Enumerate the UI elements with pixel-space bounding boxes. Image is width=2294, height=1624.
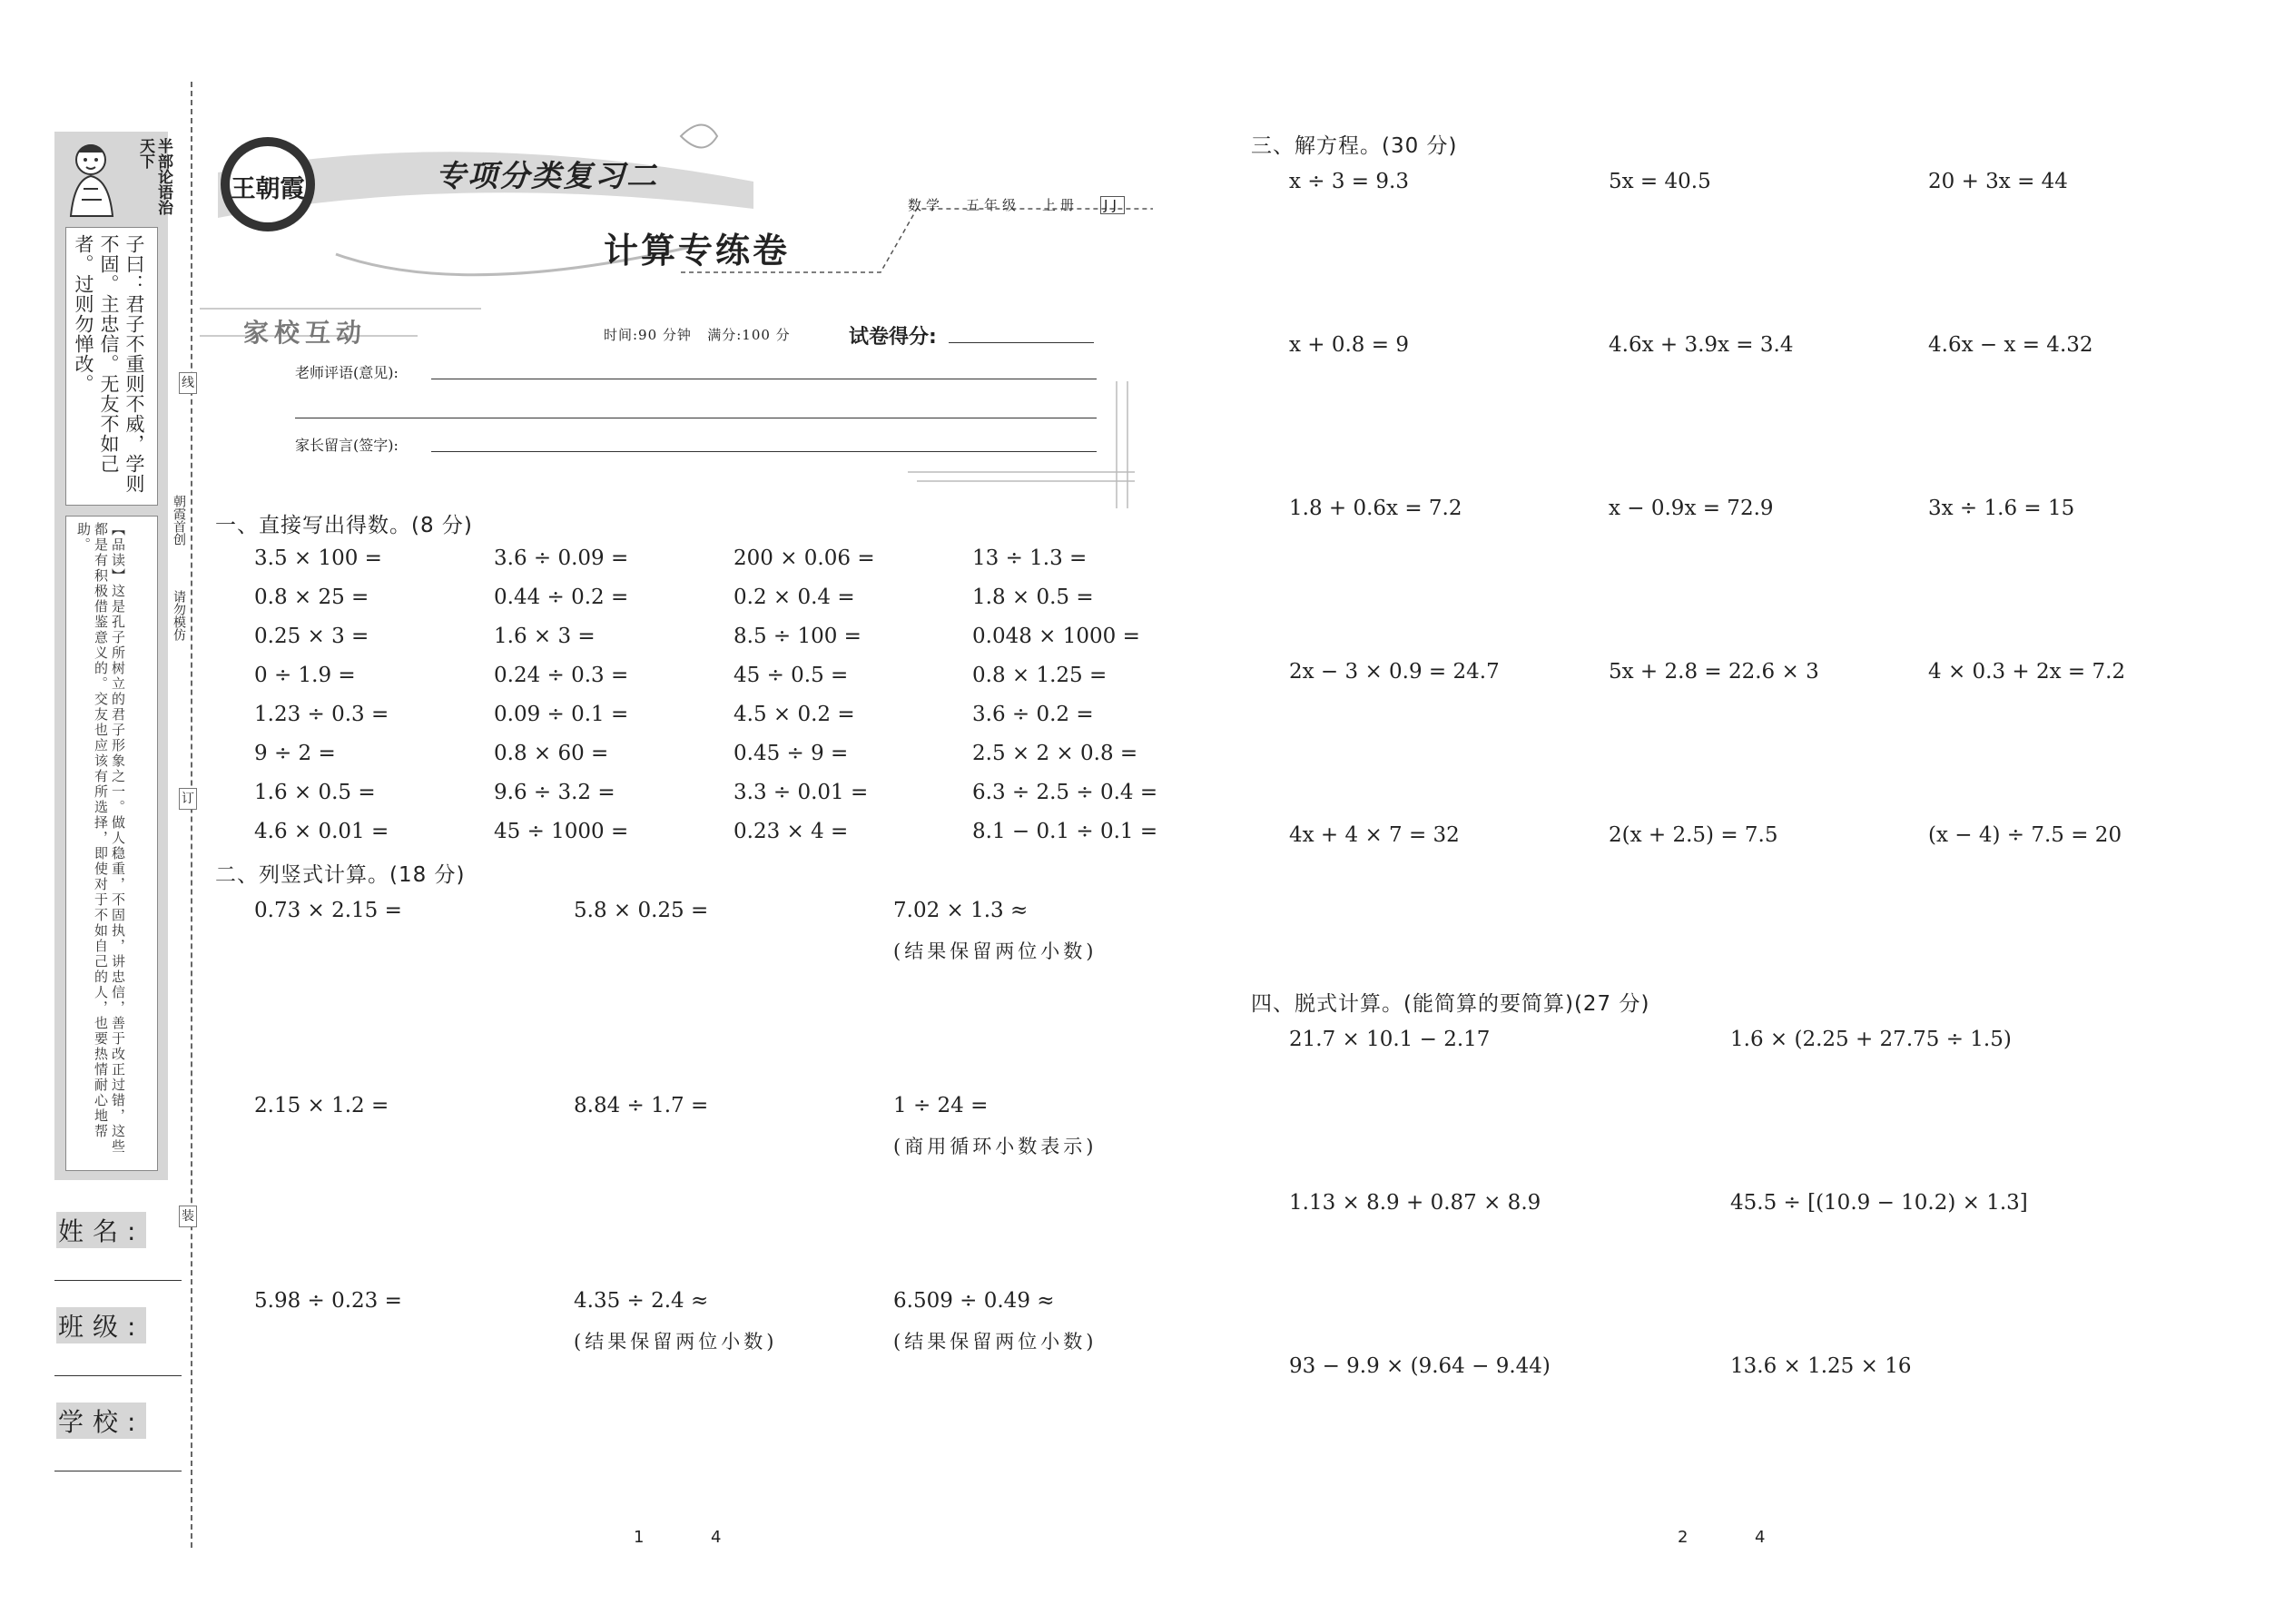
equation-problem: 4 × 0.3 + 2x = 7.2 bbox=[1928, 660, 2126, 684]
equation-problem: x ÷ 3 = 9.3 bbox=[1289, 170, 1409, 193]
vertical-calc-problem: 5.98 ÷ 0.23 = bbox=[254, 1289, 402, 1313]
oral-problem: 3.6 ÷ 0.2 = bbox=[972, 703, 1094, 726]
column-note-2: 请勿模仿 bbox=[172, 590, 186, 641]
section-4-title: 四、脱式计算。(能简算的要简算)(27 分) bbox=[1251, 992, 1650, 1016]
oral-problem: 4.6 × 0.01 = bbox=[254, 820, 389, 843]
oral-problem: 0.44 ÷ 0.2 = bbox=[494, 586, 629, 609]
step-calc-problem: 21.7 × 10.1 − 2.17 bbox=[1289, 1028, 1491, 1051]
left-page-total: 4 bbox=[711, 1528, 722, 1547]
oral-problem: 1.6 × 0.5 = bbox=[254, 781, 376, 804]
oral-problem: 8.5 ÷ 100 = bbox=[733, 625, 861, 648]
oral-problem: 0.048 × 1000 = bbox=[972, 625, 1140, 648]
oral-problem: 0.23 × 4 = bbox=[733, 820, 849, 843]
paper-title: 计算专练卷 bbox=[604, 230, 791, 271]
oral-problem: 0.45 ÷ 9 = bbox=[733, 742, 849, 765]
score-field[interactable] bbox=[949, 342, 1094, 343]
column-note-1: 朝霞首创 bbox=[172, 495, 186, 546]
vertical-calc-problem: 2.15 × 1.2 = bbox=[254, 1094, 389, 1117]
equation-problem: 1.8 + 0.6x = 7.2 bbox=[1289, 497, 1462, 520]
motto: 半部论语治天下 bbox=[136, 138, 172, 215]
parent-comment-field[interactable] bbox=[431, 451, 1097, 452]
special-review-title: 专项分类复习二 bbox=[436, 158, 658, 193]
vertical-calc-problem: 0.73 × 2.15 = bbox=[254, 899, 402, 922]
oral-problem: 0.2 × 0.4 = bbox=[733, 586, 855, 609]
oral-problem: 6.3 ÷ 2.5 ÷ 0.4 = bbox=[972, 781, 1158, 804]
exam-meta bbox=[604, 325, 791, 344]
vertical-calc-problem: 7.02 × 1.3 ≈ bbox=[893, 899, 1029, 922]
oral-problem: 8.1 − 0.1 ÷ 0.1 = bbox=[972, 820, 1158, 843]
equation-problem: 4.6x + 3.9x = 3.4 bbox=[1609, 333, 1794, 357]
oral-problem: 0.8 × 60 = bbox=[494, 742, 609, 765]
oral-problem: 0.25 × 3 = bbox=[254, 625, 369, 648]
volume-label: 上册 bbox=[1042, 197, 1079, 213]
equation-problem: 3x ÷ 1.6 = 15 bbox=[1928, 497, 2075, 520]
oral-problem: 2.5 × 2 × 0.8 = bbox=[972, 742, 1138, 765]
equation-problem: 2(x + 2.5) = 7.5 bbox=[1609, 823, 1778, 847]
equation-problem: 2x − 3 × 0.9 = 24.7 bbox=[1289, 660, 1500, 684]
parent-comment-label: 家长留言(签字): bbox=[295, 437, 399, 454]
grade-label: 五年级 bbox=[966, 197, 1021, 213]
time-limit: 时间:90 分钟 bbox=[604, 327, 692, 343]
series-info bbox=[908, 195, 1147, 214]
vertical-calc-problem: 1 ÷ 24 = bbox=[893, 1094, 989, 1117]
equation-problem: 20 + 3x = 44 bbox=[1928, 170, 2068, 193]
cut-mark-install: 装 bbox=[179, 1206, 197, 1227]
name-field[interactable] bbox=[54, 1280, 182, 1281]
sage-figure-icon bbox=[56, 134, 129, 221]
step-calc-problem: 1.13 × 8.9 + 0.87 × 8.9 bbox=[1289, 1191, 1541, 1215]
equation-problem: x − 0.9x = 72.9 bbox=[1609, 497, 1774, 520]
oral-problem: 1.8 × 0.5 = bbox=[972, 586, 1094, 609]
subject-label: 数学 bbox=[908, 197, 945, 213]
equation-problem: x + 0.8 = 9 bbox=[1289, 333, 1409, 357]
vertical-calc-problem: 5.8 × 0.25 = bbox=[574, 899, 709, 922]
equation-problem: 4x + 4 × 7 = 32 bbox=[1289, 823, 1460, 847]
problem-note: (结果保留两位小数) bbox=[893, 1331, 1098, 1353]
oral-problem: 0.24 ÷ 0.3 = bbox=[494, 664, 629, 687]
oral-problem: 0 ÷ 1.9 = bbox=[254, 664, 356, 687]
oral-problem: 0.8 × 1.25 = bbox=[972, 664, 1108, 687]
class-label: 班级: bbox=[56, 1307, 146, 1343]
oral-problem: 13 ÷ 1.3 = bbox=[972, 546, 1088, 570]
full-score: 满分:100 分 bbox=[707, 327, 791, 343]
equation-problem: (x − 4) ÷ 7.5 = 20 bbox=[1928, 823, 2122, 847]
class-field[interactable] bbox=[54, 1375, 182, 1376]
left-page-number: 1 bbox=[634, 1528, 645, 1547]
equation-problem: 4.6x − x = 4.32 bbox=[1928, 333, 2093, 357]
oral-problem: 3.3 ÷ 0.01 = bbox=[733, 781, 869, 804]
oral-problem: 0.09 ÷ 0.1 = bbox=[494, 703, 629, 726]
oral-problem: 1.23 ÷ 0.3 = bbox=[254, 703, 389, 726]
teacher-comment-label: 老师评语(意见): bbox=[295, 364, 399, 381]
cut-mark-line: 线 bbox=[179, 372, 197, 394]
name-label: 姓名: bbox=[56, 1212, 146, 1248]
school-label: 学校: bbox=[56, 1403, 146, 1439]
oral-problem: 45 ÷ 1000 = bbox=[494, 820, 629, 843]
home-school-heading: 家校互动 bbox=[243, 318, 368, 348]
oral-problem: 9.6 ÷ 3.2 = bbox=[494, 781, 615, 804]
problem-note: (商用循环小数表示) bbox=[893, 1136, 1098, 1157]
vertical-calc-problem: 4.35 ÷ 2.4 ≈ bbox=[574, 1289, 709, 1313]
step-calc-problem: 93 − 9.9 × (9.64 − 9.44) bbox=[1289, 1354, 1551, 1378]
oral-problem: 200 × 0.06 = bbox=[733, 546, 875, 570]
section-3-title: 三、解方程。(30 分) bbox=[1251, 134, 1458, 158]
problem-note: (结果保留两位小数) bbox=[893, 940, 1098, 962]
cut-mark-bind: 订 bbox=[179, 788, 197, 810]
edition-badge: JJ bbox=[1100, 196, 1125, 214]
problem-note: (结果保留两位小数) bbox=[574, 1331, 778, 1353]
equation-problem: 5x + 2.8 = 22.6 × 3 bbox=[1609, 660, 1819, 684]
step-calc-problem: 13.6 × 1.25 × 16 bbox=[1730, 1354, 1912, 1378]
oral-problem: 4.5 × 0.2 = bbox=[733, 703, 855, 726]
oral-problem: 9 ÷ 2 = bbox=[254, 742, 336, 765]
oral-problem: 3.6 ÷ 0.09 = bbox=[494, 546, 629, 570]
confucius-quote: 子曰：君子不重则不威，学则不固。主忠信。无友不如己者。过则勿惮改。 bbox=[73, 234, 145, 494]
score-label: 试卷得分: bbox=[849, 326, 937, 349]
oral-problem: 45 ÷ 0.5 = bbox=[733, 664, 849, 687]
step-calc-problem: 1.6 × (2.25 + 27.75 ÷ 1.5) bbox=[1730, 1028, 2012, 1051]
oral-problem: 3.5 × 100 = bbox=[254, 546, 382, 570]
equation-problem: 5x = 40.5 bbox=[1609, 170, 1711, 193]
oral-problem: 0.8 × 25 = bbox=[254, 586, 369, 609]
section-2-title: 二、列竖式计算。(18 分) bbox=[215, 863, 466, 887]
right-page-total: 4 bbox=[1755, 1528, 1766, 1547]
vertical-calc-problem: 6.509 ÷ 0.49 ≈ bbox=[893, 1289, 1055, 1313]
oral-problem: 1.6 × 3 = bbox=[494, 625, 596, 648]
right-page-number: 2 bbox=[1678, 1528, 1689, 1547]
section-1-title: 一、直接写出得数。(8 分) bbox=[215, 514, 473, 537]
step-calc-problem: 45.5 ÷ [(10.9 − 10.2) × 1.3] bbox=[1730, 1191, 2028, 1215]
vertical-calc-problem: 8.84 ÷ 1.7 = bbox=[574, 1094, 709, 1117]
quote-analysis: 【品读】这是孔子所树立的君子形象之一。做人稳重，不固执，讲忠信，善于改正过错，这些都是有积极借鉴意义的。交友也应该有所选择，即使对于不如自己的人，也要热情耐心地帮助。 bbox=[75, 522, 126, 1155]
brand-name: 王朝霞 bbox=[231, 175, 305, 203]
